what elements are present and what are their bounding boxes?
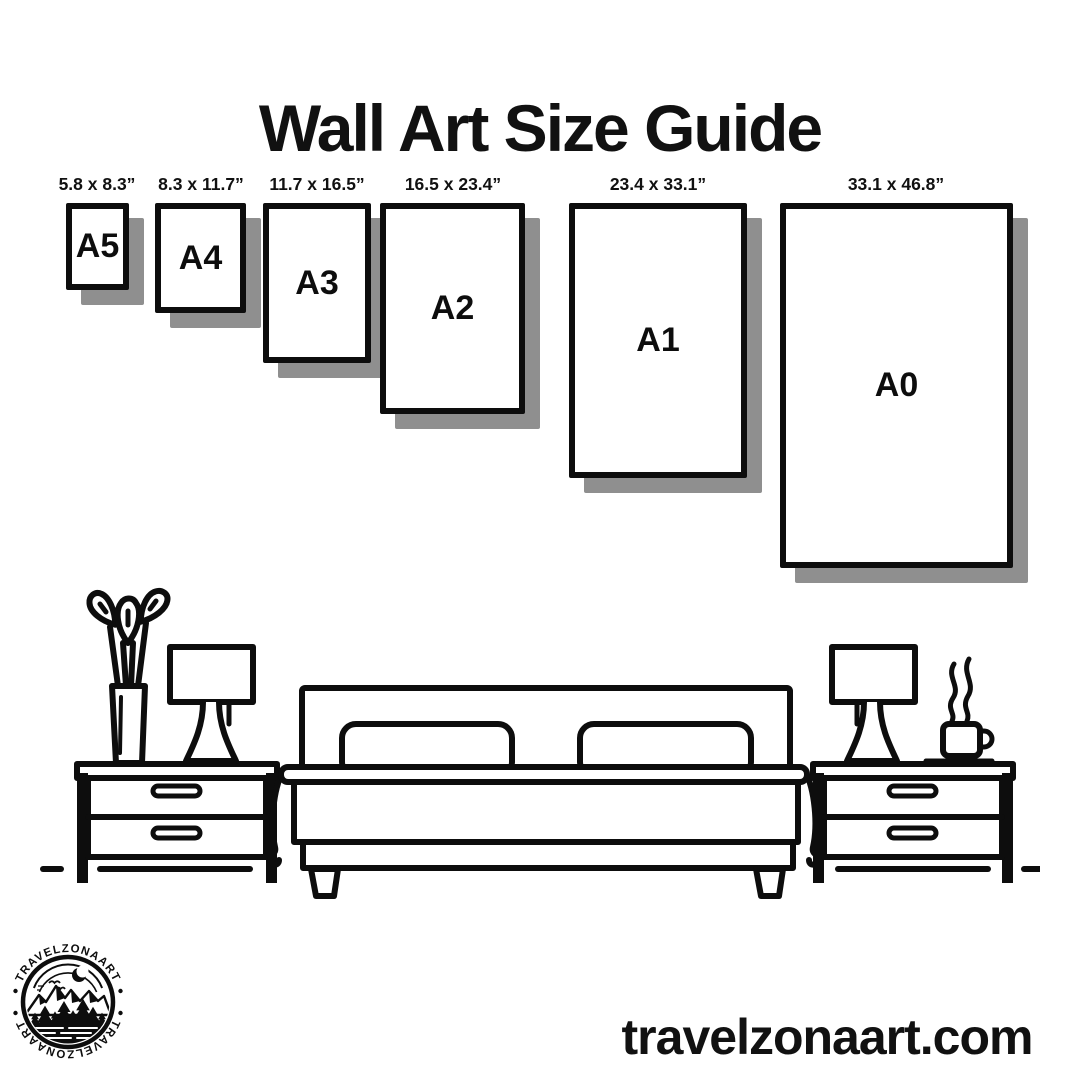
plant-icon	[85, 586, 172, 763]
bedroom-illustration	[40, 585, 1040, 905]
coffee-cup-icon	[926, 659, 992, 761]
page-title: Wall Art Size Guide	[258, 91, 822, 166]
size-box-a4	[155, 203, 246, 313]
size-label-a0: A0	[874, 366, 919, 404]
brand-logo	[5, 925, 135, 1075]
logo-text-bottom: TRAVELZONAART	[14, 1017, 122, 1060]
table-lamp-icon	[832, 647, 915, 761]
size-dimensions-a1: 23.4 x 33.1”	[609, 174, 707, 194]
table-lamp-icon	[170, 647, 253, 761]
size-dimensions-a3: 11.7 x 16.5”	[269, 174, 365, 194]
logo-text-top: TRAVELZONAART	[13, 942, 123, 984]
size-box-a3	[263, 203, 371, 363]
nightstand-icon	[813, 764, 1013, 883]
size-label-a3: A3	[295, 263, 339, 302]
nightstand-icon	[77, 764, 277, 883]
size-box-a5	[66, 203, 129, 290]
website-url: travelzonaart.com	[621, 1009, 1033, 1065]
size-dimensions-a2: 16.5 x 23.4”	[404, 174, 502, 194]
size-label-a1: A1	[636, 321, 680, 359]
bed-icon	[271, 688, 818, 896]
size-label-a5: A5	[75, 227, 120, 265]
size-dimensions-a4: 8.3 x 11.7”	[158, 174, 244, 194]
size-label-a2: A2	[430, 289, 475, 327]
size-box-a2	[380, 203, 525, 414]
size-box-a0	[780, 203, 1013, 568]
size-label-a4: A4	[178, 238, 223, 277]
size-box-a1	[569, 203, 747, 478]
size-dimensions-a5: 5.8 x 8.3”	[58, 174, 136, 194]
size-dimensions-a0: 33.1 x 46.8”	[847, 174, 945, 194]
